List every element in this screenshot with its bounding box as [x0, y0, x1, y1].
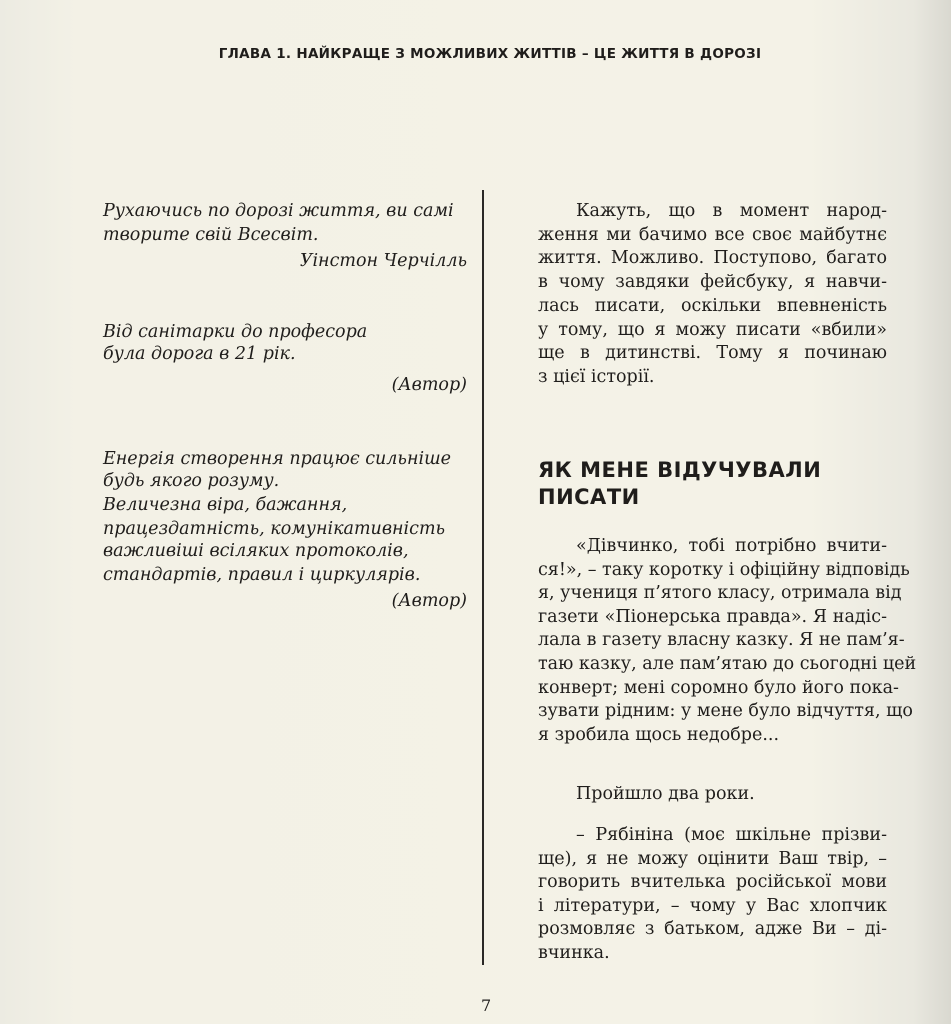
paragraph-line: Кажуть, що в момент народ-	[576, 201, 887, 221]
paragraph-line: я, учениця п’ятого класу, отримала від	[538, 583, 902, 604]
epigraph-attribution: (Автор)	[391, 591, 467, 611]
epigraph-attribution: (Автор)	[391, 375, 467, 395]
paragraph-line: Пройшло два роки.	[576, 784, 755, 804]
paragraph-line: ще), я не можу оцінити Ваш твір, –	[538, 848, 887, 869]
epigraph-line: важливіші всіляких протоколів,	[103, 541, 409, 561]
paragraph-line: вчинка.	[538, 943, 610, 963]
paragraph-line: газети «Піонерська правда». Я надіс-	[538, 606, 887, 627]
epigraph-line: творите свій Всесвіт.	[103, 225, 319, 245]
paragraph-line: розмовляє з батьком, адже Ви – ді-	[538, 919, 887, 940]
epigraph-line: була дорога в 21 рік.	[103, 344, 296, 364]
paragraph-line: життя. Можливо. Поступово, багато	[538, 248, 887, 269]
paragraph-line: ще в дитинстві. Тому я починаю	[538, 343, 887, 364]
epigraph-line: працездатність, комунікативність	[103, 519, 446, 539]
paragraph-line: у тому, що я можу писати «вбили»	[538, 319, 887, 340]
paragraph-line: лась писати, оскільки впевненість	[538, 295, 887, 316]
paragraph-line: з цієї історії.	[538, 366, 655, 387]
section-heading: ПИСАТИ	[538, 485, 640, 509]
epigraph-line: будь якого розуму.	[103, 471, 280, 491]
section-heading: ЯК МЕНЕ ВІДУЧУВАЛИ	[538, 458, 822, 482]
page-number: 7	[481, 996, 492, 1015]
paragraph-line: лала в газету власну казку. Я не пам’я-	[538, 630, 905, 651]
running-title: ГЛАВА 1. НАЙКРАЩЕ З МОЖЛИВИХ ЖИТТІВ – ЦЕ ЖИТТЯ В ДОРОЗІ	[218, 46, 762, 62]
paragraph-line: я зробила щось недобре...	[538, 724, 780, 745]
paragraph-line: ся!», – таку коротку і офіційну відповідь	[538, 559, 910, 580]
epigraph-line: Від санітарки до професора	[103, 322, 368, 342]
paragraph-line: в чому завдяки фейсбуку, я навчи-	[538, 272, 887, 293]
epigraph-attribution: Уінстон Черчілль	[299, 251, 467, 271]
paragraph-line: – Рябініна (моє шкільне прізви-	[576, 825, 887, 845]
paragraph-line: говорить вчителька російської мови	[538, 872, 887, 893]
paragraph-line: ження ми бачимо все своє майбутнє	[538, 224, 887, 245]
epigraph-line: Рухаючись по дорозі життя, ви самі	[103, 201, 454, 221]
paragraph-line: таю казку, але пам’ятаю до сьогодні цей	[538, 654, 917, 674]
epigraph-line: стандартів, правил і циркулярів.	[103, 565, 421, 585]
epigraph-line: Величезна віра, бажання,	[103, 495, 348, 515]
paragraph-line: конверт; мені соромно було його пока-	[538, 677, 899, 698]
column-divider	[482, 190, 484, 965]
paragraph-line: і літератури, – чому у Вас хлопчик	[538, 895, 887, 916]
paragraph-line: «Дівчинко, тобі потрібно вчити-	[576, 536, 887, 556]
paragraph-line: зувати рідним: у мене було відчуття, що	[538, 701, 913, 722]
epigraph-line: Енергія створення працює сильніше	[103, 449, 452, 469]
